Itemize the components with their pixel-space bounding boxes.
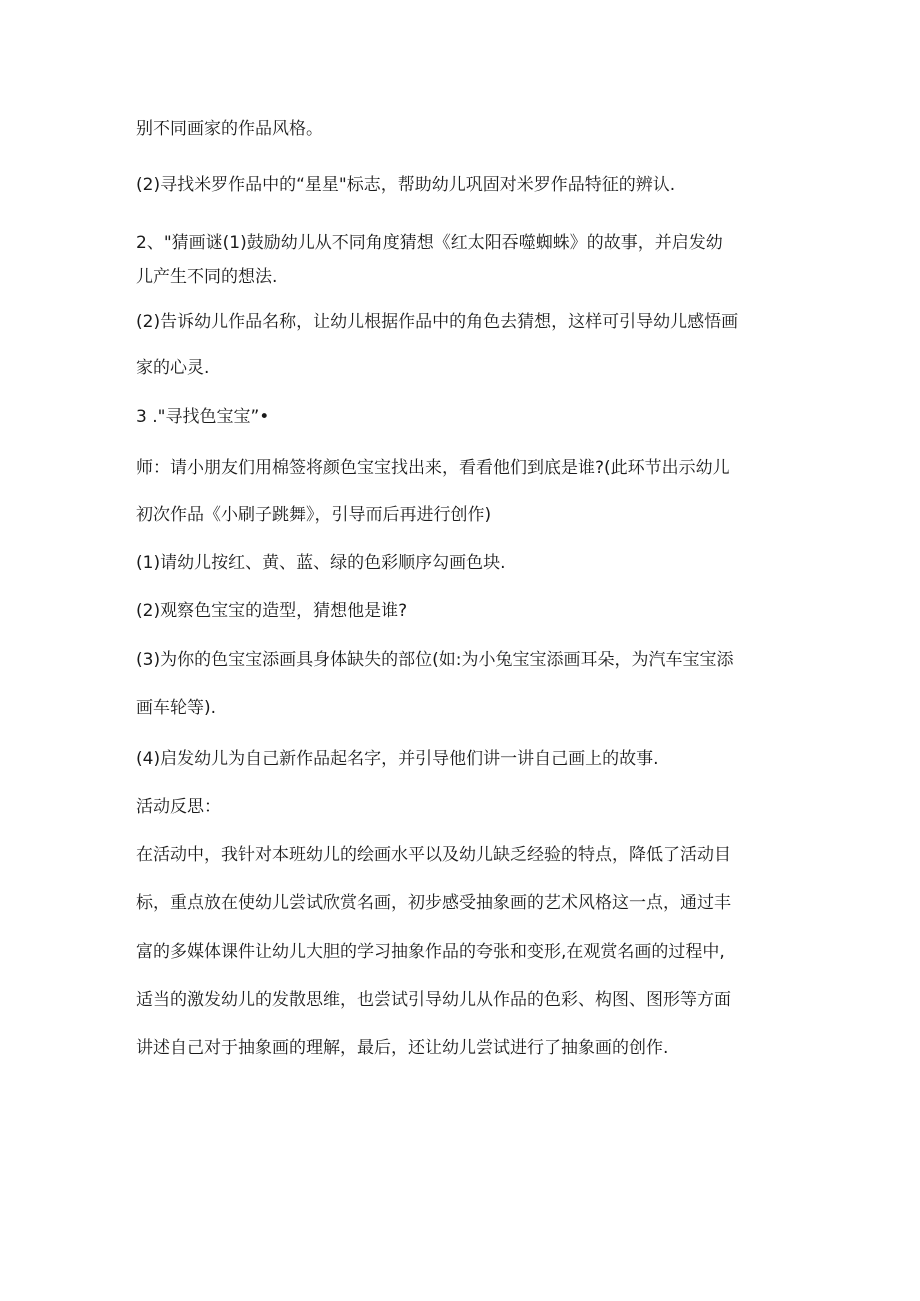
text-line: 初次作品《小刷子跳舞》，引导而后再进行创作) — [136, 505, 492, 525]
text-line: (2)观察色宝宝的造型，猜想他是谁? — [136, 601, 408, 621]
text-line: (2)告诉幼儿作品名称，让幼儿根据作品中的角色去猜想，这样可引导幼儿感悟画 — [136, 312, 739, 332]
text-line: 别不同画家的作品风格。 — [136, 119, 323, 139]
text-line: 画车轮等). — [136, 698, 217, 718]
text-line: (1)请幼儿按红、黄、蓝、绿的色彩顺序勾画色块. — [136, 553, 506, 573]
text-line: 师：请小朋友们用棉签将颜色宝宝找出来，看看他们到底是谁?(此环节出示幼儿 — [136, 458, 730, 478]
text-line: (4)启发幼儿为自己新作品起名字，并引导他们讲一讲自己画上的故事. — [136, 749, 659, 769]
text-line: (2)寻找米罗作品中的“星星"标志，帮助幼儿巩固对米罗作品特征的辨认. — [136, 175, 676, 195]
text-line: (3)为你的色宝宝添画具身体缺失的部位(如:为小兔宝宝添画耳朵，为汽车宝宝添 — [136, 650, 734, 670]
text-line: 儿产生不同的想法. — [136, 267, 278, 287]
text-line: 富的多媒体课件让幼儿大胆的学习抽象作品的夸张和变形,在观赏名画的过程中, — [136, 942, 725, 962]
text-line: 标，重点放在使幼儿尝试欣赏名画，初步感受抽象画的艺术风格这一点，通过丰 — [136, 893, 731, 913]
text-line: 讲述自己对于抽象画的理解，最后，还让幼儿尝试进行了抽象画的创作. — [136, 1038, 669, 1058]
text-line: 3 ."寻找色宝宝”• — [136, 407, 270, 427]
text-line: 在活动中，我针对本班幼儿的绘画水平以及幼儿缺乏经验的特点，降低了活动目 — [136, 845, 731, 865]
text-line: 2、"猜画谜(1)鼓励幼儿从不同角度猜想《红太阳吞噬蜘蛛》的故事，并启发幼 — [136, 233, 723, 253]
text-line: 适当的激发幼儿的发散思维，也尝试引导幼儿从作品的色彩、构图、图形等方面 — [136, 990, 731, 1010]
text-line: 家的心灵. — [136, 358, 210, 378]
section-heading: 活动反思： — [136, 797, 221, 817]
